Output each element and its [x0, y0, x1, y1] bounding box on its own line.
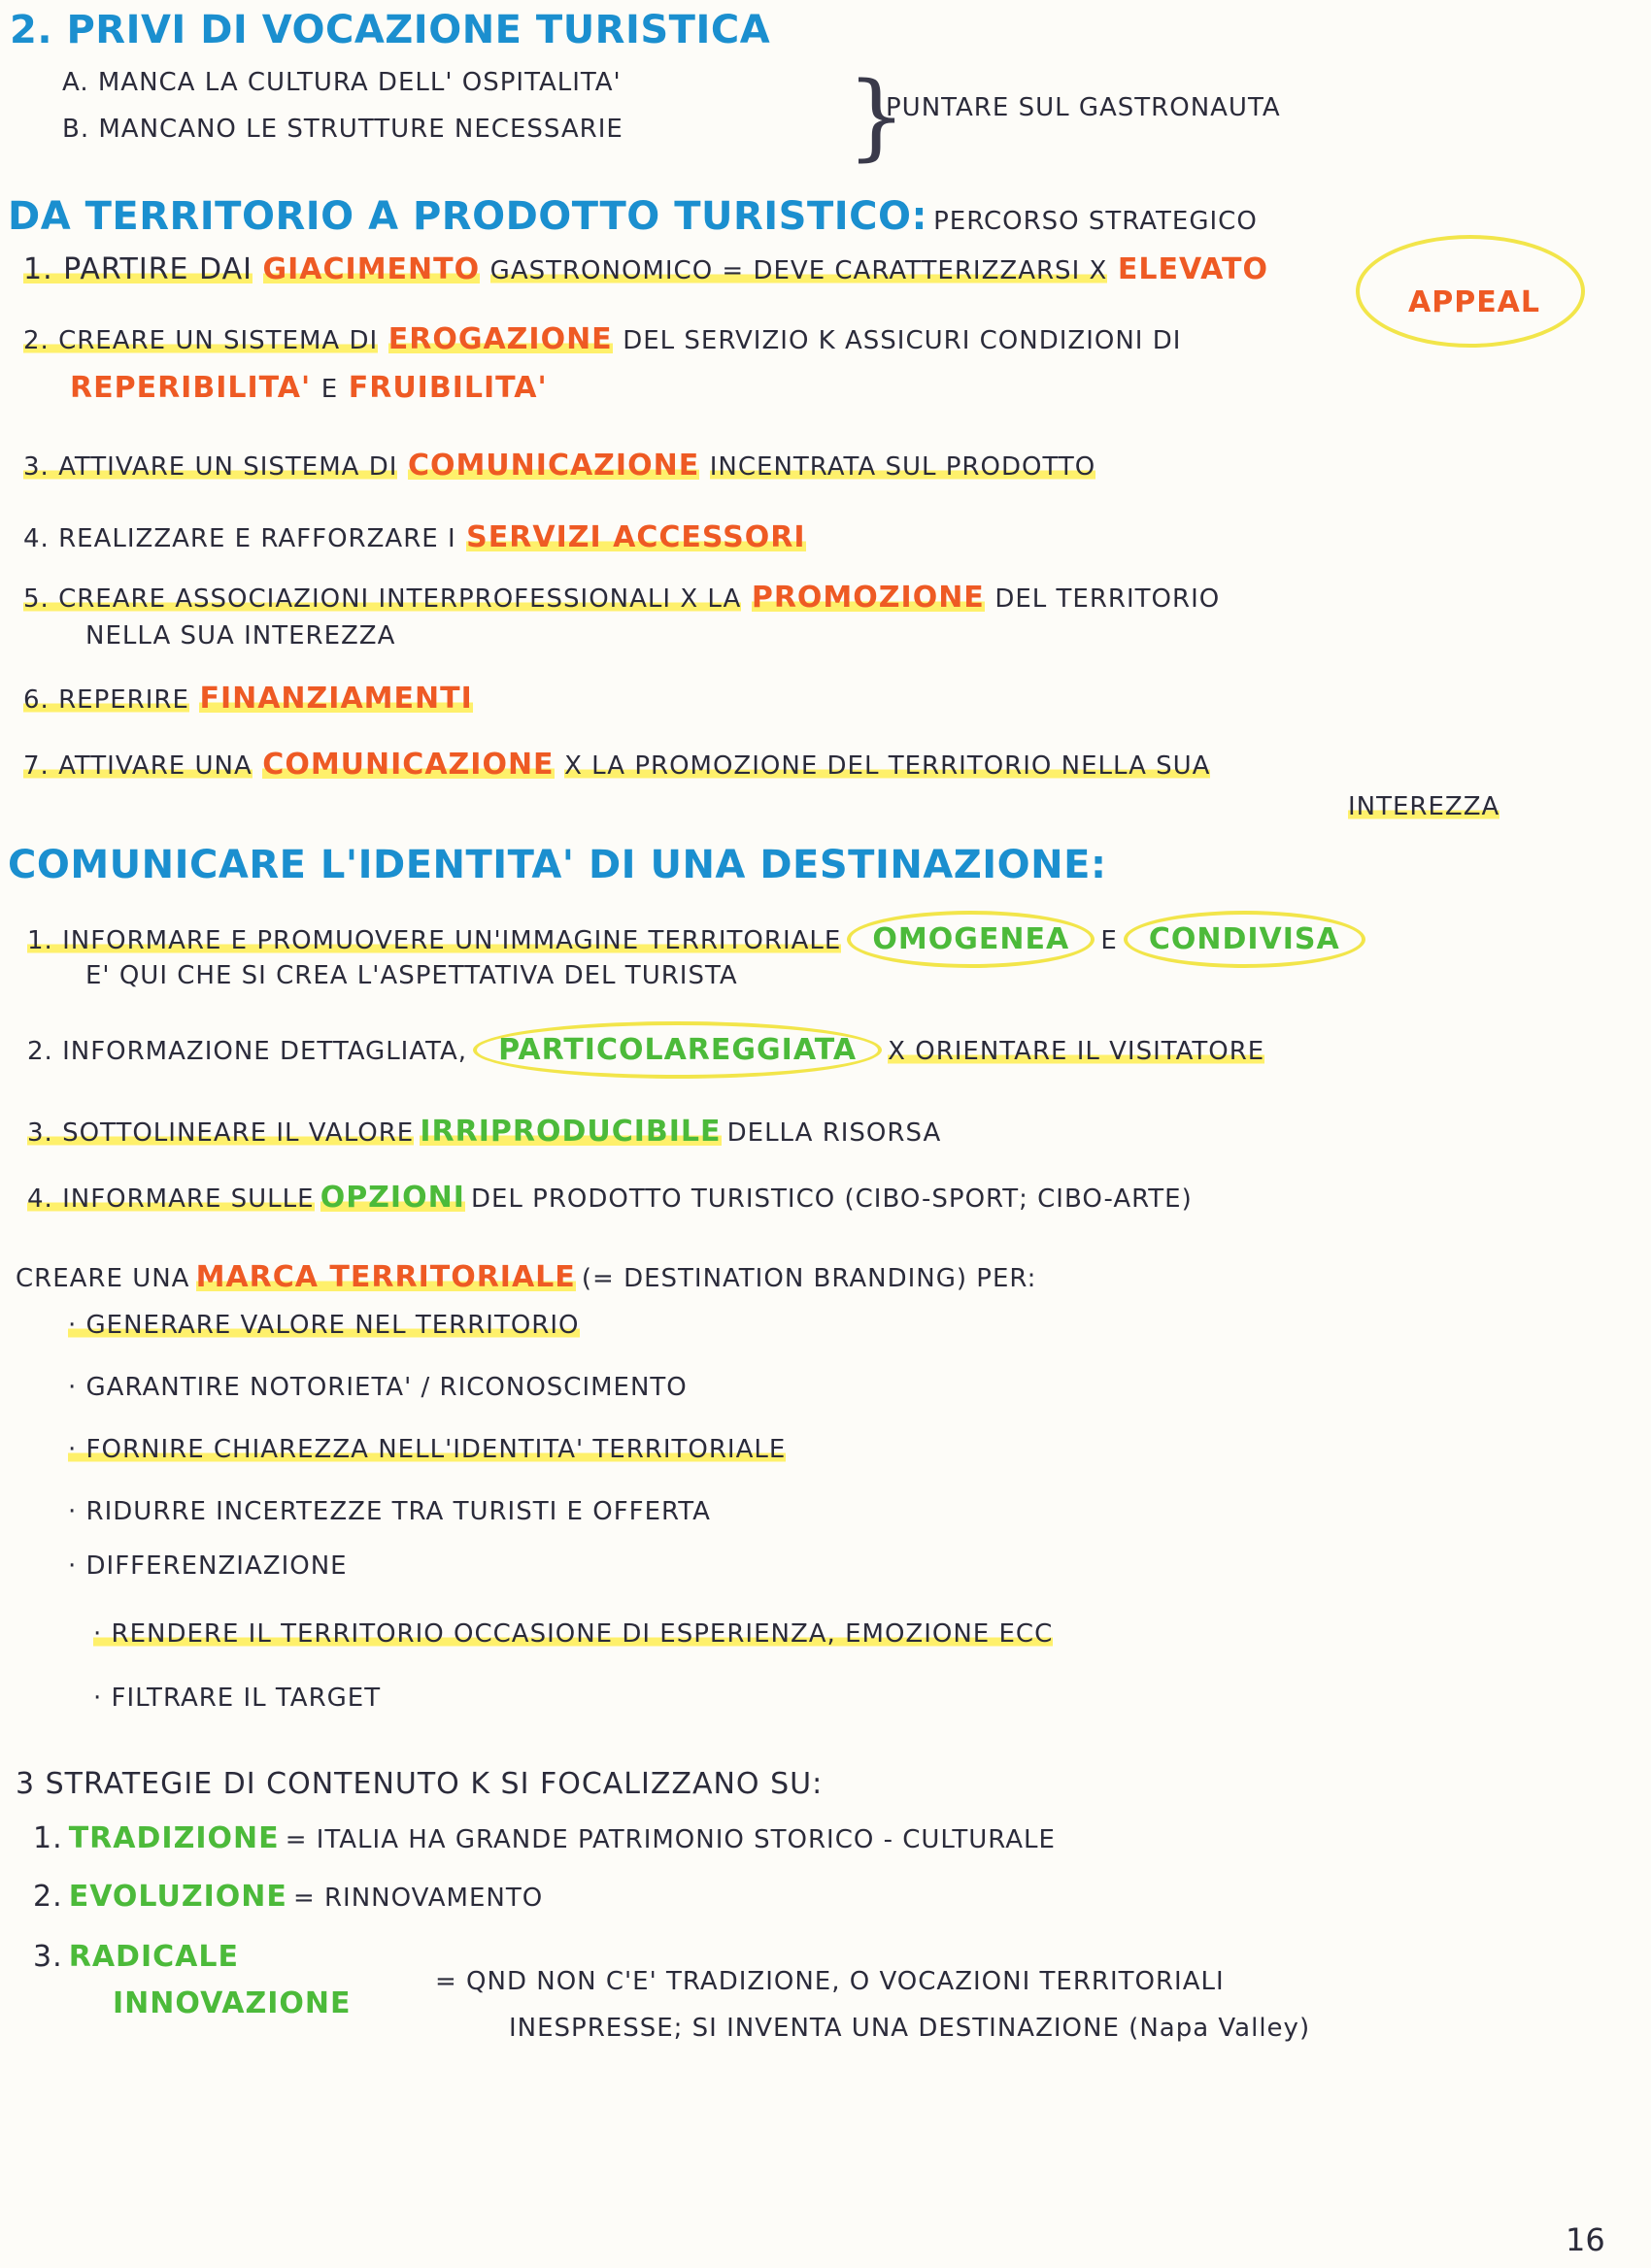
content-strategy-3-desc: = QND NON C'E' TRADIZIONE, O VOCAZIONI TERRITORIALI — [435, 1967, 1225, 1996]
identity-item-1-cont: E' QUI CHE SI CREA L'ASPETTATIVA DEL TURISTA — [85, 961, 738, 990]
content-strategy-3: 3. RADICALE — [33, 1940, 239, 1974]
strategy-item-4: 4. REALIZZARE E RAFFORZARE I SERVIZI ACCESSORI — [23, 520, 806, 554]
strategy-item-1: 1. PARTIRE DAI GIACIMENTO GASTRONOMICO = DEVE CARATTERIZZARSI X ELEVATO — [23, 252, 1268, 286]
brace-symbol: } — [847, 62, 907, 171]
content-strategies-title: 3 STRATEGIE DI CONTENUTO K SI FOCALIZZANO SU: — [16, 1767, 824, 1801]
content-strategy-3-cont: INESPRESSE; SI INVENTA UNA DESTINAZIONE (Napa Valley) — [509, 2014, 1311, 2043]
section2-title: DA TERRITORIO A PRODOTTO TURISTICO: — [8, 194, 927, 239]
identity-item-1: 1. INFORMARE E PROMUOVERE UN'IMMAGINE TERRITORIALE OMOGENEA E CONDIVISA — [27, 922, 1365, 956]
content-strategy-3-key2: INNOVAZIONE — [113, 1986, 352, 2020]
identity-item-2: 2. INFORMAZIONE DETTAGLIATA, PARTICOLAREGGIATA X ORIENTARE IL VISITATORE — [27, 1033, 1264, 1067]
brand-bullet: · DIFFERENZIAZIONE — [68, 1551, 348, 1581]
content-strategy-2: 2. EVOLUZIONE = RINNOVAMENTO — [33, 1880, 544, 1914]
content-strategy-1: 1. TRADIZIONE = ITALIA HA GRANDE PATRIMONIO STORICO - CULTURALE — [33, 1821, 1056, 1855]
strategy-item-2-cont: REPERIBILITA' E FRUIBILITA' — [70, 371, 548, 405]
brand-bullet: · FORNIRE CHIAREZZA NELL'IDENTITA' TERRITORIALE — [68, 1435, 787, 1464]
section1-item-b: B. MANCANO LE STRUTTURE NECESSARIE — [62, 115, 623, 144]
strategy-item-1-appeal: APPEAL — [1408, 285, 1541, 319]
highlight-circle — [1356, 235, 1585, 348]
brand-bullet: · RENDERE IL TERRITORIO OCCASIONE DI ESPERIENZA, EMOZIONE ECC — [93, 1619, 1054, 1649]
brand-bullet: · RIDURRE INCERTEZZE TRA TURISTI E OFFERTA — [68, 1497, 711, 1526]
identity-item-3: 3. SOTTOLINEARE IL VALORE IRRIPRODUCIBILE DELLA RISORSA — [27, 1115, 942, 1149]
section1-title: 2. PRIVI DI VOCAZIONE TURISTICA — [10, 8, 771, 52]
strategy-item-7-cont: INTEREZZA — [1348, 792, 1500, 821]
strategy-item-3: 3. ATTIVARE UN SISTEMA DI COMUNICAZIONE INCENTRATA SUL PRODOTTO — [23, 449, 1096, 483]
brand-heading: CREARE UNA MARCA TERRITORIALE (= DESTINATION BRANDING) PER: — [16, 1260, 1037, 1294]
strategy-item-2: 2. CREARE UN SISTEMA DI EROGAZIONE DEL SERVIZIO K ASSICURI CONDIZIONI DI — [23, 322, 1182, 356]
brand-bullet: · GENERARE VALORE NEL TERRITORIO — [68, 1311, 580, 1340]
brand-bullet: · FILTRARE IL TARGET — [93, 1684, 382, 1713]
strategy-item-6: 6. REPERIRE FINANZIAMENTI — [23, 682, 473, 716]
identity-item-4: 4. INFORMARE SULLE OPZIONI DEL PRODOTTO TURISTICO (CIBO-SPORT; CIBO-ARTE) — [27, 1181, 1193, 1215]
strategy-item-5: 5. CREARE ASSOCIAZIONI INTERPROFESSIONALI X LA PROMOZIONE DEL TERRITORIO — [23, 581, 1221, 615]
strategy-item-7: 7. ATTIVARE UNA COMUNICAZIONE X LA PROMOZIONE DEL TERRITORIO NELLA SUA — [23, 748, 1211, 782]
brand-bullet: · GARANTIRE NOTORIETA' / RICONOSCIMENTO — [68, 1373, 688, 1402]
section3-title: COMUNICARE L'IDENTITA' DI UNA DESTINAZIONE: — [8, 843, 1107, 887]
strategy-item-5-cont: NELLA SUA INTEREZZA — [85, 621, 396, 650]
page-number: 16 — [1566, 2221, 1605, 2258]
section1-item-a: A. MANCA LA CULTURA DELL' OSPITALITA' — [62, 68, 622, 97]
section1-note: PUNTARE SUL GASTRONAUTA — [886, 93, 1281, 122]
section2-subtitle: PERCORSO STRATEGICO — [933, 207, 1258, 236]
section2-heading — [8, 194, 1258, 239]
